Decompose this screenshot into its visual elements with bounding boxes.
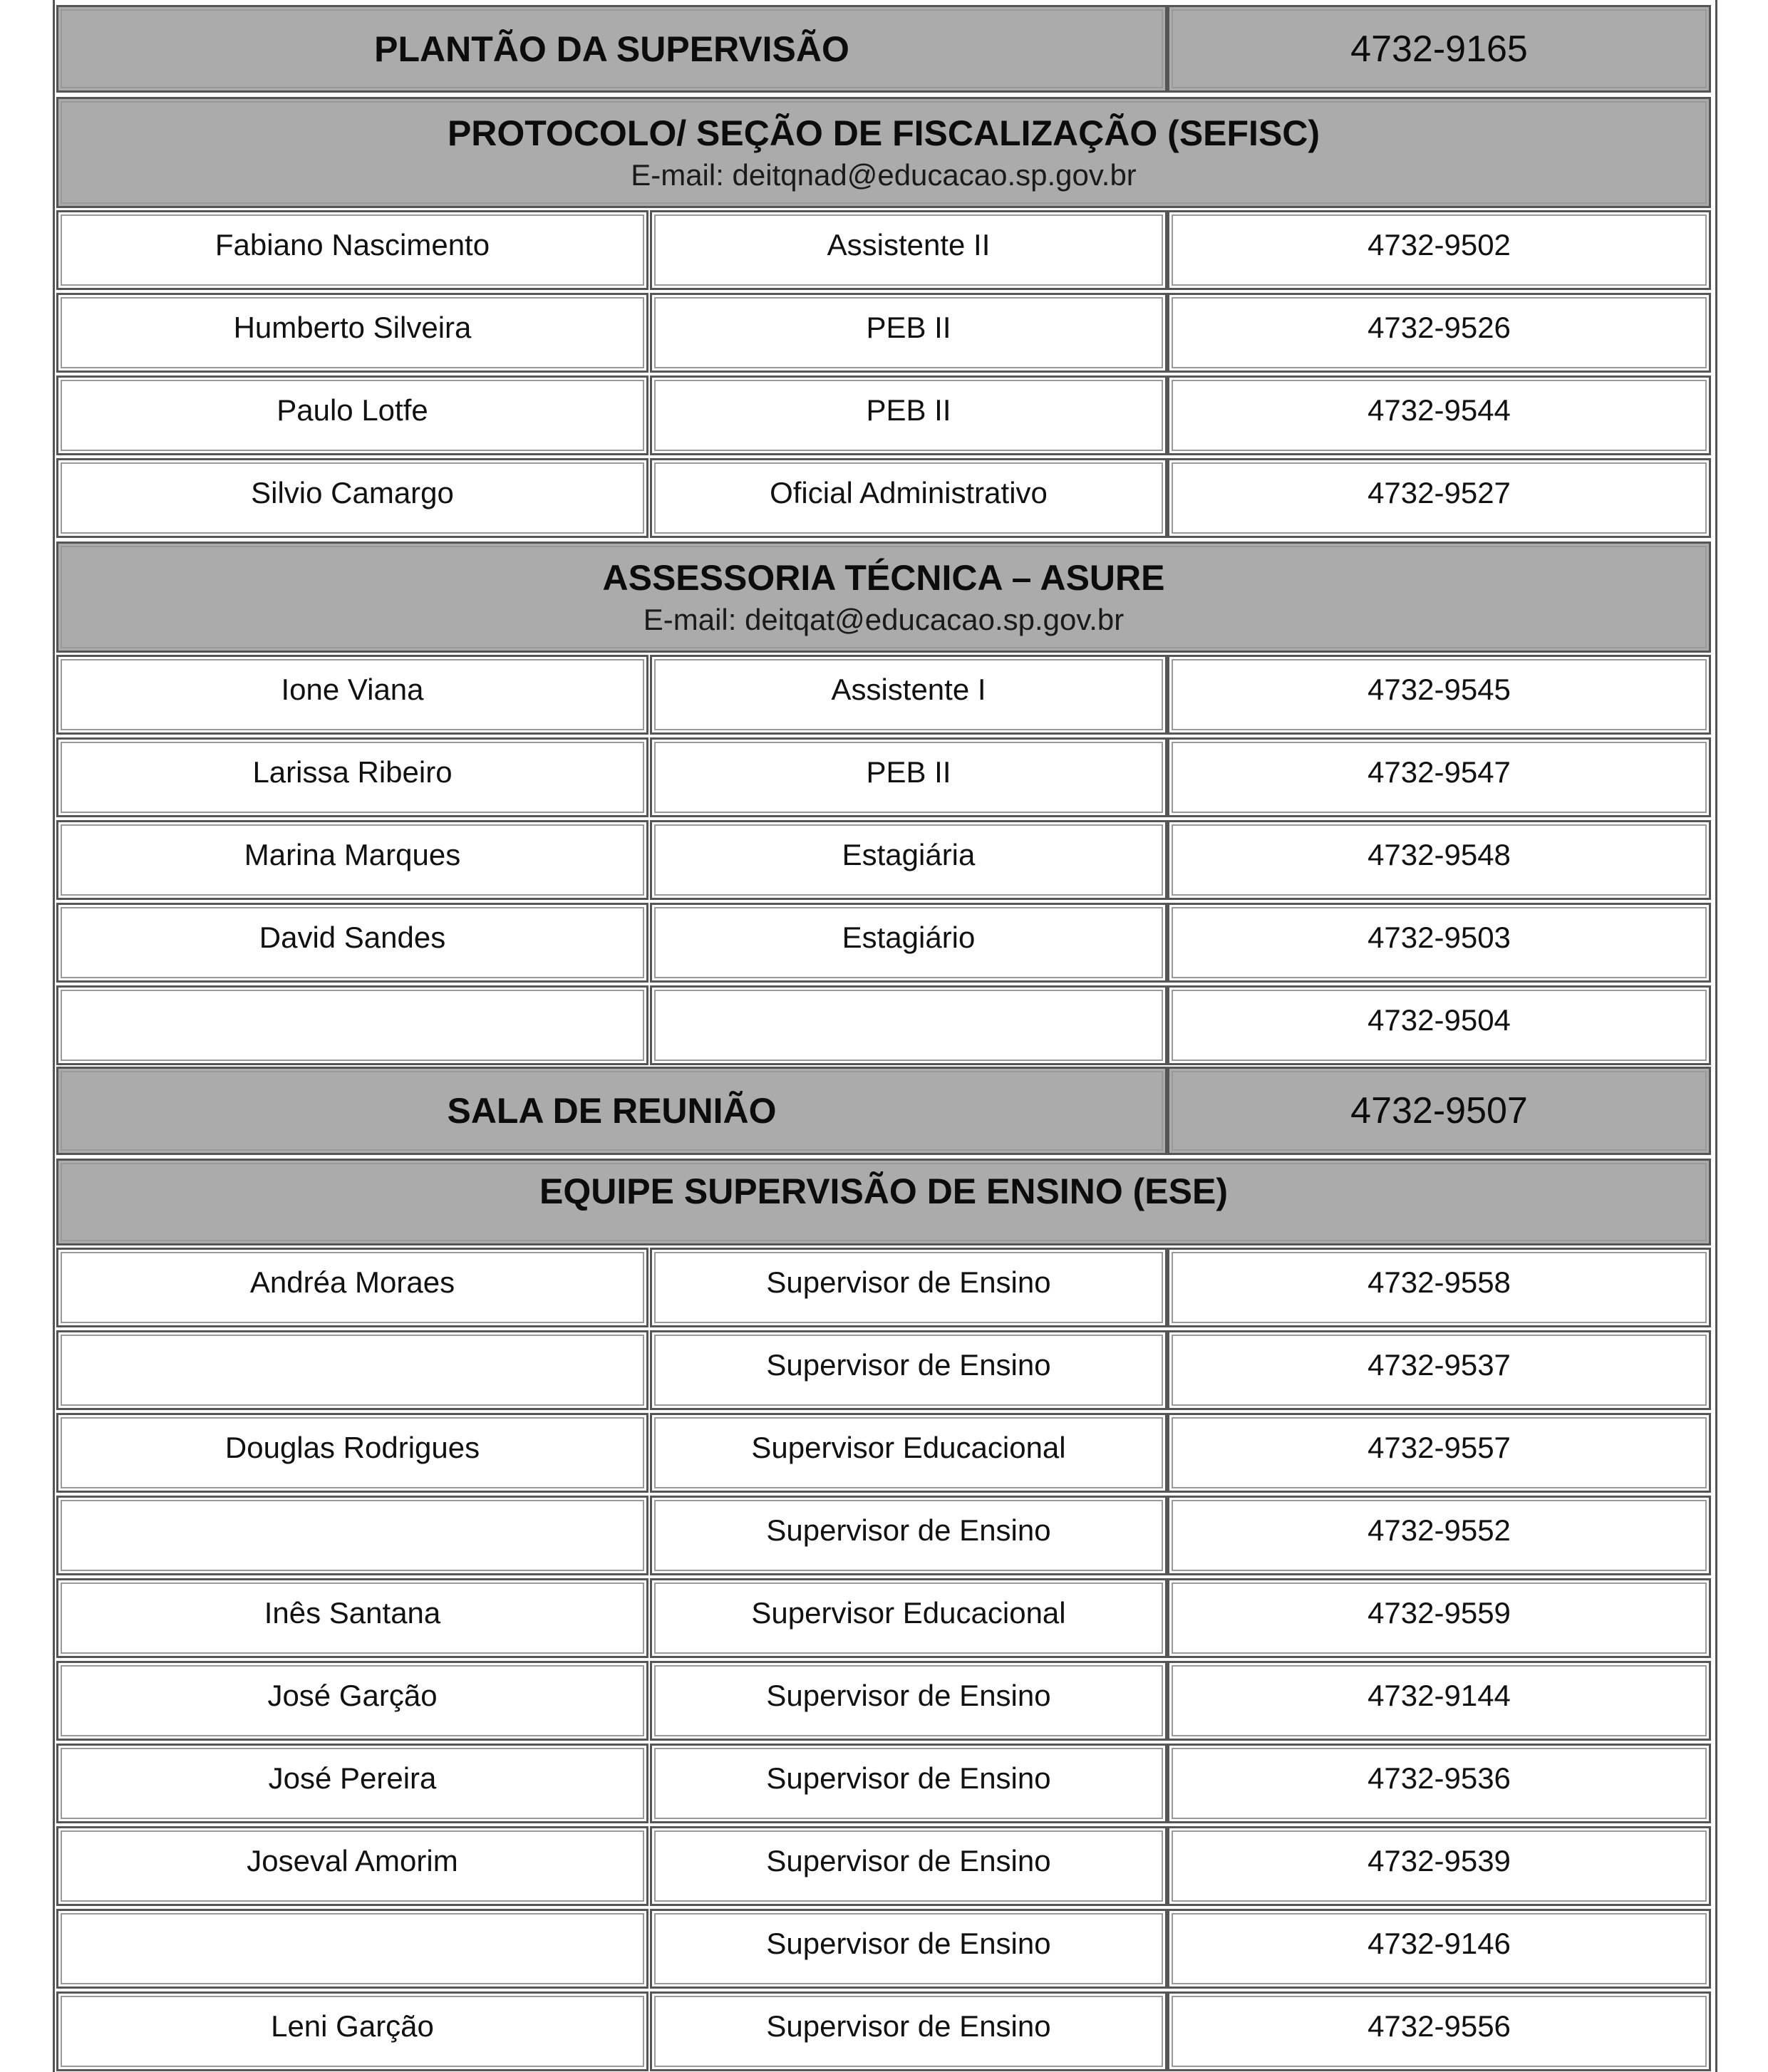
table-cell-phone — [1167, 1248, 1711, 1327]
cell-name: Silvio Camargo — [251, 476, 454, 509]
table-cell-name — [56, 820, 648, 900]
table-cell-name — [56, 458, 648, 538]
table-cell-name — [56, 1248, 648, 1327]
cell-phone: 4732-9547 — [1368, 755, 1511, 789]
cell-role: Supervisor de Ensino — [766, 1679, 1051, 1712]
table-cell-role — [650, 210, 1167, 290]
ese-title: EQUIPE SUPERVISÃO DE ENSINO (ESE) — [539, 1171, 1228, 1211]
table-cell-phone — [1167, 1991, 1711, 2071]
cell-name: Andréa Moraes — [249, 1265, 455, 1299]
table-cell-role — [650, 655, 1167, 735]
asure-title: ASSESSORIA TÉCNICA – ASURE — [602, 558, 1165, 598]
asure-email: E-mail: deitqat@educacao.sp.gov.br — [643, 603, 1125, 636]
sefisc-header-cell — [56, 97, 1711, 208]
cell-name: José Pereira — [268, 1761, 437, 1795]
cell-phone: 4732-9558 — [1368, 1265, 1511, 1299]
table-cell-phone — [1167, 458, 1711, 538]
cell-role: PEB II — [866, 393, 951, 427]
cell-phone: 4732-9526 — [1368, 311, 1511, 344]
cell-phone: 4732-9146 — [1368, 1927, 1511, 1960]
cell-role: Supervisor de Ensino — [766, 1265, 1051, 1299]
table-cell-name — [56, 1330, 648, 1410]
cell-phone: 4732-9539 — [1368, 1844, 1511, 1877]
table-cell-name — [56, 375, 648, 455]
cell-phone: 4732-9504 — [1368, 1003, 1511, 1037]
table-cell-role — [650, 985, 1167, 1065]
cell-name: Leni Garção — [271, 2009, 434, 2043]
table-cell-phone — [1167, 293, 1711, 373]
table-cell-phone — [1167, 1330, 1711, 1410]
table-cell-name — [56, 655, 648, 735]
cell-role: PEB II — [866, 311, 951, 344]
sala-title-cell — [56, 1067, 1167, 1155]
cell-name: José Garção — [267, 1679, 438, 1712]
cell-phone: 4732-9537 — [1368, 1348, 1511, 1382]
table-cell-phone — [1167, 985, 1711, 1065]
table-cell-phone — [1167, 1661, 1711, 1741]
cell-role: Supervisor de Ensino — [766, 2009, 1051, 2043]
table-cell-name — [56, 1661, 648, 1741]
cell-role: Supervisor Educacional — [751, 1431, 1066, 1464]
table-cell-phone — [1167, 655, 1711, 735]
cell-role: Assistente II — [827, 228, 991, 261]
table-cell-name — [56, 1496, 648, 1575]
table-cell-name — [56, 1578, 648, 1658]
table-cell-role — [650, 1330, 1167, 1410]
plantao-title-cell — [56, 5, 1167, 93]
cell-name: Fabiano Nascimento — [214, 228, 490, 261]
sefisc-email: E-mail: deitqnad@educacao.sp.gov.br — [631, 158, 1137, 192]
table-cell-role — [650, 1248, 1167, 1327]
cell-phone: 4732-9544 — [1368, 393, 1511, 427]
table-cell-name — [56, 903, 648, 983]
plantao-phone: 4732-9165 — [1350, 28, 1528, 70]
cell-role: PEB II — [866, 755, 951, 789]
table-cell-name — [56, 737, 648, 817]
table-cell-phone — [1167, 1744, 1711, 1823]
table-cell-role — [650, 458, 1167, 538]
table-cell-role — [650, 1413, 1167, 1493]
table-cell-name — [56, 1991, 648, 2071]
table-cell-role — [650, 1991, 1167, 2071]
cell-phone: 4732-9144 — [1368, 1679, 1511, 1712]
table-cell-phone — [1167, 820, 1711, 900]
cell-name: Joseval Amorim — [247, 1844, 458, 1877]
table-cell-role — [650, 1661, 1167, 1741]
cell-name: Inês Santana — [264, 1596, 441, 1630]
cell-name: Marina Marques — [244, 838, 461, 871]
cell-name: David Sandes — [259, 921, 446, 954]
ese-header-cell — [56, 1159, 1711, 1245]
cell-role: Estagiário — [842, 921, 976, 954]
table-cell-role — [650, 1496, 1167, 1575]
table-cell-name — [56, 1744, 648, 1823]
plantao-title: PLANTÃO DA SUPERVISÃO — [374, 29, 849, 69]
table-cell-role — [650, 820, 1167, 900]
table-cell-role — [650, 737, 1167, 817]
table-cell-name — [56, 293, 648, 373]
table-cell-role — [650, 375, 1167, 455]
table-cell-phone — [1167, 375, 1711, 455]
table-cell-role — [650, 1826, 1167, 1906]
table-cell-phone — [1167, 1909, 1711, 1989]
cell-phone: 4732-9527 — [1368, 476, 1511, 509]
sala-phone: 4732-9507 — [1350, 1090, 1528, 1131]
table-cell-role — [650, 1578, 1167, 1658]
cell-phone: 4732-9503 — [1368, 921, 1511, 954]
cell-phone: 4732-9556 — [1368, 2009, 1511, 2043]
table-cell-phone — [1167, 737, 1711, 817]
cell-phone: 4732-9552 — [1368, 1513, 1511, 1547]
table-cell-role — [650, 293, 1167, 373]
sala-title: SALA DE REUNIÃO — [447, 1091, 777, 1131]
cell-role: Estagiária — [842, 838, 976, 871]
table-cell-name — [56, 985, 648, 1065]
asure-header-cell — [56, 542, 1711, 653]
cell-phone: 4732-9559 — [1368, 1596, 1511, 1630]
table-cell-role — [650, 1744, 1167, 1823]
table-cell-name — [56, 1826, 648, 1906]
cell-role: Supervisor de Ensino — [766, 1844, 1051, 1877]
cell-phone: 4732-9557 — [1368, 1431, 1511, 1464]
cell-name: Ione Viana — [281, 673, 424, 706]
cell-name: Douglas Rodrigues — [224, 1431, 480, 1464]
cell-name: Paulo Lotfe — [276, 393, 428, 427]
table-cell-name — [56, 1413, 648, 1493]
plantao-phone-cell — [1167, 5, 1711, 93]
sala-phone-cell — [1167, 1067, 1711, 1155]
table-cell-phone — [1167, 1826, 1711, 1906]
table-cell-phone — [1167, 1578, 1711, 1658]
cell-role: Supervisor de Ensino — [766, 1761, 1051, 1795]
cell-phone: 4732-9536 — [1368, 1761, 1511, 1795]
table-cell-role — [650, 903, 1167, 983]
cell-role: Supervisor Educacional — [751, 1596, 1066, 1630]
cell-name: Larissa Ribeiro — [252, 755, 453, 789]
cell-role: Oficial Administrativo — [770, 476, 1048, 509]
cell-role: Supervisor de Ensino — [766, 1927, 1051, 1960]
cell-phone: 4732-9548 — [1368, 838, 1511, 871]
cell-phone: 4732-9545 — [1368, 673, 1511, 706]
table-cell-name — [56, 210, 648, 290]
cell-phone: 4732-9502 — [1368, 228, 1511, 261]
cell-role: Assistente I — [831, 673, 986, 706]
cell-role: Supervisor de Ensino — [766, 1513, 1051, 1547]
sefisc-title: PROTOCOLO/ SEÇÃO DE FISCALIZAÇÃO (SEFISC) — [447, 113, 1320, 153]
table-cell-name — [56, 1909, 648, 1989]
table-cell-phone — [1167, 1413, 1711, 1493]
table-cell-role — [650, 1909, 1167, 1989]
table-cell-phone — [1167, 1496, 1711, 1575]
cell-role: Supervisor de Ensino — [766, 1348, 1051, 1382]
table-cell-phone — [1167, 210, 1711, 290]
cell-name: Humberto Silveira — [233, 311, 472, 344]
table-cell-phone — [1167, 903, 1711, 983]
